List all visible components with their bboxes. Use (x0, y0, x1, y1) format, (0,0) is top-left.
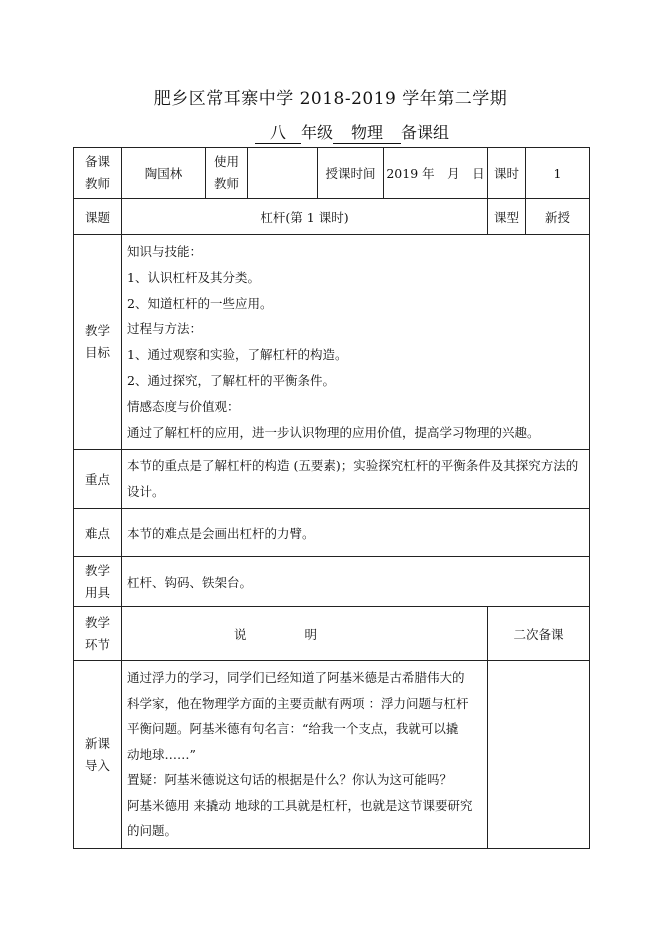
goal-line: 2、知道杠杆的一些应用。 (127, 295, 273, 311)
grade-suffix: 年级 (301, 123, 334, 142)
process-header-row (74, 607, 590, 661)
intro-content (122, 661, 488, 849)
goal-line: 过程与方法： (127, 321, 203, 337)
group-heading (255, 120, 449, 144)
difficulties-value: 本节的难点是会画出杠杆的力臂。 (122, 509, 590, 557)
goals-row (74, 235, 590, 450)
intro-line: 通过浮力的学习，同学们已经知道了阿基米德是古希腊伟大的 (127, 670, 465, 686)
description-header: 说明 (122, 607, 488, 661)
teacher-label: 备课 教师 (74, 148, 122, 199)
time-label: 授课时间 (318, 148, 384, 199)
goal-line: 1、通过观察和实验，了解杠杆的构造。 (127, 347, 348, 363)
intro-line: 阿基米德用 来撬动 地球的工具就是杠杆，也就是这节课要研究 (127, 797, 473, 813)
group-suffix: 备课组 (401, 123, 450, 142)
document-title: 肥乡区常耳寨中学 2018-2019 学年第二学期 (153, 89, 508, 109)
user-label: 使用 教师 (206, 148, 248, 199)
tools-row (74, 557, 590, 607)
intro-row (74, 661, 590, 849)
time-value: 2019 年 月 日 (384, 148, 488, 199)
goal-line: 知识与技能： (127, 244, 203, 259)
goal-line: 通过了解杠杆的应用，进一步认识物理的应用价值，提高学习物理的兴趣。 (127, 424, 540, 440)
intro-line: 动地球……” (127, 746, 196, 762)
hours-value: 1 (526, 148, 590, 199)
topic-label: 课题 (74, 199, 122, 235)
intro-line: 科学家，他在物理学方面的主要贡献有两项 ：浮力问题与杠杆 (127, 695, 469, 711)
topic-value: 杠杆(第 1 课时) (122, 199, 488, 235)
goal-line: 情感态度与价值观： (127, 398, 240, 414)
subject-value: 物理 (333, 123, 401, 144)
lesson-plan-table (73, 147, 590, 849)
intro-line: 的问题。 (127, 823, 178, 839)
topic-row (74, 199, 590, 235)
teacher-value: 陶国林 (122, 148, 206, 199)
intro-label: 新课 导入 (74, 661, 122, 849)
difficulties-label: 难点 (74, 509, 122, 557)
goal-line: 1、认识杠杆及其分类。 (127, 269, 260, 285)
goal-line: 2、通过探究，了解杠杆的平衡条件。 (127, 372, 335, 388)
goals-label: 教学 目标 (74, 235, 122, 450)
second-prep-header: 二次备课 (488, 607, 590, 661)
key-points-value: 本节的重点是了解杠杆的构造 (五要素)；实验探究杠杆的平衡条件及其探究方法的设计。 (122, 450, 590, 509)
hours-label: 课时 (488, 148, 526, 199)
type-value: 新授 (526, 199, 590, 235)
grade-value: 八 (255, 123, 301, 144)
goals-content (122, 235, 590, 450)
type-label: 课型 (488, 199, 526, 235)
key-points-row (74, 450, 590, 509)
second-prep-cell (488, 661, 590, 849)
user-value (248, 148, 318, 199)
intro-line: 平衡问题。阿基米德有句名言：“给我一个支点，我就可以撬 (127, 721, 459, 737)
difficulties-row (74, 509, 590, 557)
key-points-label: 重点 (74, 450, 122, 509)
process-label: 教学 环节 (74, 607, 122, 661)
intro-line: 置疑：阿基米德说这句话的根据是什么？你认为这可能吗？ (127, 772, 453, 788)
info-row (74, 148, 590, 199)
tools-label: 教学 用具 (74, 557, 122, 607)
tools-value: 杠杆、钩码、铁架台。 (122, 557, 590, 607)
